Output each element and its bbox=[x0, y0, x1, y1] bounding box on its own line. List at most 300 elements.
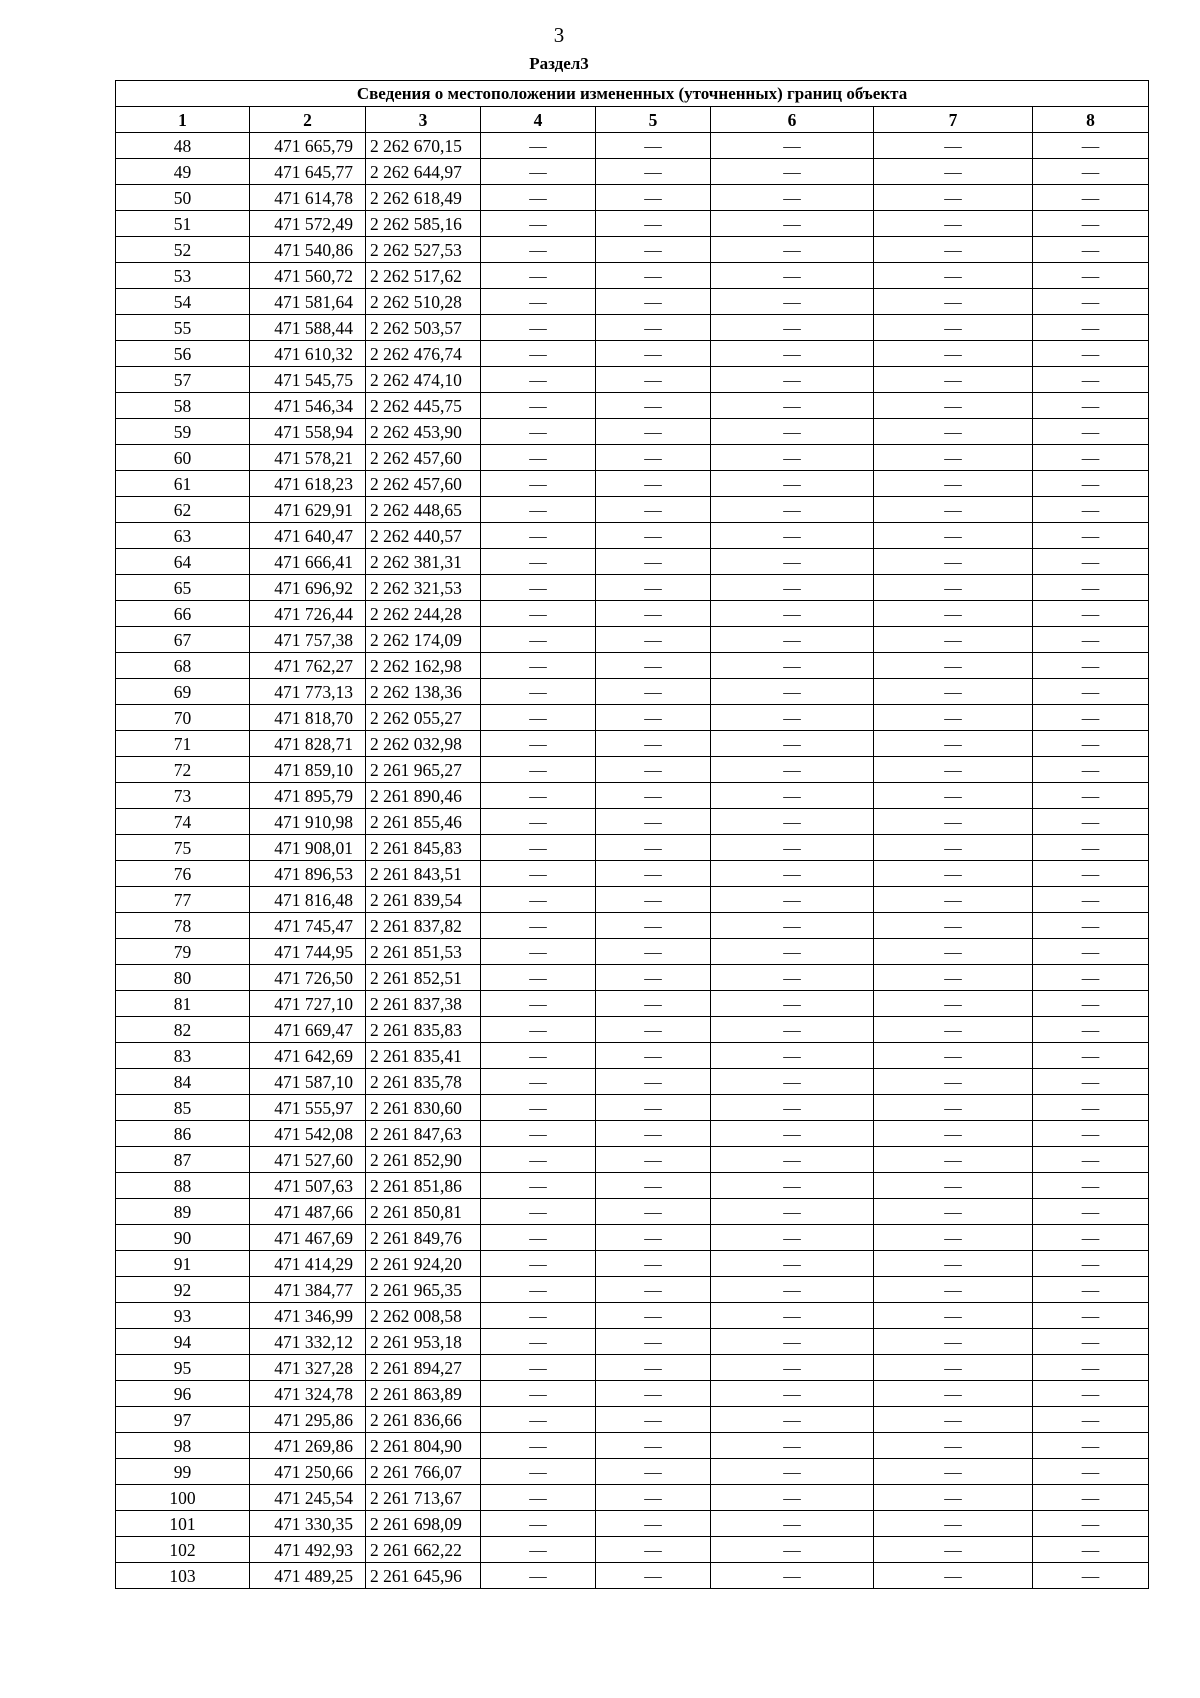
empty-value-cell: — bbox=[596, 965, 711, 991]
y-coordinate-cell: 2 261 830,60 bbox=[366, 1095, 481, 1121]
empty-value-cell: — bbox=[711, 575, 874, 601]
point-number-cell: 73 bbox=[116, 783, 250, 809]
empty-value-cell: — bbox=[596, 1017, 711, 1043]
x-coordinate-cell: 471 618,23 bbox=[250, 471, 366, 497]
table-row bbox=[116, 627, 1149, 653]
empty-value-cell: — bbox=[596, 939, 711, 965]
empty-value-cell: — bbox=[596, 757, 711, 783]
empty-value-cell: — bbox=[481, 705, 596, 731]
table-row bbox=[116, 1277, 1149, 1303]
table-row bbox=[116, 1381, 1149, 1407]
empty-value-cell: — bbox=[1033, 419, 1149, 445]
x-coordinate-cell: 471 250,66 bbox=[250, 1459, 366, 1485]
empty-value-cell: — bbox=[596, 887, 711, 913]
empty-value-cell: — bbox=[481, 1407, 596, 1433]
empty-value-cell: — bbox=[874, 1381, 1033, 1407]
point-number-cell: 71 bbox=[116, 731, 250, 757]
empty-value-cell: — bbox=[481, 1225, 596, 1251]
empty-value-cell: — bbox=[1033, 575, 1149, 601]
empty-value-cell: — bbox=[711, 731, 874, 757]
point-number-cell: 91 bbox=[116, 1251, 250, 1277]
table-row bbox=[116, 809, 1149, 835]
empty-value-cell: — bbox=[711, 887, 874, 913]
empty-value-cell: — bbox=[481, 185, 596, 211]
point-number-cell: 83 bbox=[116, 1043, 250, 1069]
x-coordinate-cell: 471 346,99 bbox=[250, 1303, 366, 1329]
table-row bbox=[116, 1173, 1149, 1199]
empty-value-cell: — bbox=[481, 1329, 596, 1355]
empty-value-cell: — bbox=[481, 965, 596, 991]
empty-value-cell: — bbox=[596, 1147, 711, 1173]
point-number-cell: 86 bbox=[116, 1121, 250, 1147]
empty-value-cell: — bbox=[874, 757, 1033, 783]
y-coordinate-cell: 2 261 855,46 bbox=[366, 809, 481, 835]
table-row bbox=[116, 1251, 1149, 1277]
x-coordinate-cell: 471 773,13 bbox=[250, 679, 366, 705]
empty-value-cell: — bbox=[481, 159, 596, 185]
empty-value-cell: — bbox=[1033, 315, 1149, 341]
empty-value-cell: — bbox=[481, 471, 596, 497]
table-row bbox=[116, 1407, 1149, 1433]
point-number-cell: 97 bbox=[116, 1407, 250, 1433]
y-coordinate-cell: 2 262 644,97 bbox=[366, 159, 481, 185]
empty-value-cell: — bbox=[874, 1563, 1033, 1589]
x-coordinate-cell: 471 527,60 bbox=[250, 1147, 366, 1173]
empty-value-cell: — bbox=[874, 1147, 1033, 1173]
empty-value-cell: — bbox=[711, 1173, 874, 1199]
empty-value-cell: — bbox=[1033, 1199, 1149, 1225]
empty-value-cell: — bbox=[874, 1433, 1033, 1459]
y-coordinate-cell: 2 261 847,63 bbox=[366, 1121, 481, 1147]
empty-value-cell: — bbox=[481, 1147, 596, 1173]
empty-value-cell: — bbox=[596, 523, 711, 549]
column-number: 8 bbox=[1033, 107, 1149, 133]
y-coordinate-cell: 2 262 670,15 bbox=[366, 133, 481, 159]
point-number-cell: 48 bbox=[116, 133, 250, 159]
point-number-cell: 57 bbox=[116, 367, 250, 393]
y-coordinate-cell: 2 262 453,90 bbox=[366, 419, 481, 445]
empty-value-cell: — bbox=[481, 939, 596, 965]
y-coordinate-cell: 2 262 055,27 bbox=[366, 705, 481, 731]
table-row bbox=[116, 393, 1149, 419]
empty-value-cell: — bbox=[596, 1433, 711, 1459]
x-coordinate-cell: 471 492,93 bbox=[250, 1537, 366, 1563]
empty-value-cell: — bbox=[711, 1121, 874, 1147]
empty-value-cell: — bbox=[1033, 679, 1149, 705]
y-coordinate-cell: 2 262 585,16 bbox=[366, 211, 481, 237]
empty-value-cell: — bbox=[481, 1537, 596, 1563]
point-number-cell: 100 bbox=[116, 1485, 250, 1511]
x-coordinate-cell: 471 757,38 bbox=[250, 627, 366, 653]
y-coordinate-cell: 2 261 851,53 bbox=[366, 939, 481, 965]
y-coordinate-cell: 2 261 836,66 bbox=[366, 1407, 481, 1433]
empty-value-cell: — bbox=[1033, 471, 1149, 497]
y-coordinate-cell: 2 261 894,27 bbox=[366, 1355, 481, 1381]
point-number-cell: 63 bbox=[116, 523, 250, 549]
table-row bbox=[116, 1095, 1149, 1121]
table-row bbox=[116, 861, 1149, 887]
empty-value-cell: — bbox=[481, 991, 596, 1017]
section-title: Раздел3 bbox=[529, 54, 589, 73]
table-row bbox=[116, 679, 1149, 705]
empty-value-cell: — bbox=[481, 679, 596, 705]
empty-value-cell: — bbox=[481, 1459, 596, 1485]
y-coordinate-cell: 2 261 845,83 bbox=[366, 835, 481, 861]
empty-value-cell: — bbox=[1033, 211, 1149, 237]
point-number-cell: 54 bbox=[116, 289, 250, 315]
x-coordinate-cell: 471 745,47 bbox=[250, 913, 366, 939]
point-number-cell: 75 bbox=[116, 835, 250, 861]
empty-value-cell: — bbox=[1033, 1017, 1149, 1043]
point-number-cell: 64 bbox=[116, 549, 250, 575]
empty-value-cell: — bbox=[596, 1303, 711, 1329]
table-row bbox=[116, 1329, 1149, 1355]
table-row bbox=[116, 1121, 1149, 1147]
y-coordinate-cell: 2 262 476,74 bbox=[366, 341, 481, 367]
x-coordinate-cell: 471 610,32 bbox=[250, 341, 366, 367]
empty-value-cell: — bbox=[481, 731, 596, 757]
table-caption: Сведения о местоположении измененных (уточненных) границ объекта bbox=[116, 81, 1149, 107]
table-row bbox=[116, 471, 1149, 497]
empty-value-cell: — bbox=[711, 419, 874, 445]
empty-value-cell: — bbox=[1033, 1121, 1149, 1147]
y-coordinate-cell: 2 262 457,60 bbox=[366, 471, 481, 497]
y-coordinate-cell: 2 261 662,22 bbox=[366, 1537, 481, 1563]
empty-value-cell: — bbox=[596, 549, 711, 575]
point-number-cell: 94 bbox=[116, 1329, 250, 1355]
empty-value-cell: — bbox=[596, 783, 711, 809]
column-number: 7 bbox=[874, 107, 1033, 133]
empty-value-cell: — bbox=[874, 1251, 1033, 1277]
empty-value-cell: — bbox=[1033, 1147, 1149, 1173]
y-coordinate-cell: 2 261 851,86 bbox=[366, 1173, 481, 1199]
empty-value-cell: — bbox=[596, 133, 711, 159]
empty-value-cell: — bbox=[481, 887, 596, 913]
y-coordinate-cell: 2 262 510,28 bbox=[366, 289, 481, 315]
empty-value-cell: — bbox=[711, 211, 874, 237]
table-row bbox=[116, 497, 1149, 523]
x-coordinate-cell: 471 828,71 bbox=[250, 731, 366, 757]
empty-value-cell: — bbox=[1033, 627, 1149, 653]
empty-value-cell: — bbox=[1033, 601, 1149, 627]
empty-value-cell: — bbox=[874, 731, 1033, 757]
empty-value-cell: — bbox=[1033, 133, 1149, 159]
x-coordinate-cell: 471 818,70 bbox=[250, 705, 366, 731]
empty-value-cell: — bbox=[711, 1095, 874, 1121]
table-row bbox=[116, 1537, 1149, 1563]
empty-value-cell: — bbox=[481, 575, 596, 601]
x-coordinate-cell: 471 726,44 bbox=[250, 601, 366, 627]
empty-value-cell: — bbox=[874, 1511, 1033, 1537]
empty-value-cell: — bbox=[481, 211, 596, 237]
empty-value-cell: — bbox=[711, 133, 874, 159]
x-coordinate-cell: 471 727,10 bbox=[250, 991, 366, 1017]
empty-value-cell: — bbox=[711, 1303, 874, 1329]
empty-value-cell: — bbox=[1033, 1095, 1149, 1121]
empty-value-cell: — bbox=[481, 1199, 596, 1225]
empty-value-cell: — bbox=[1033, 263, 1149, 289]
x-coordinate-cell: 471 896,53 bbox=[250, 861, 366, 887]
table-row bbox=[116, 1459, 1149, 1485]
table-row bbox=[116, 133, 1149, 159]
table-row bbox=[116, 835, 1149, 861]
empty-value-cell: — bbox=[1033, 1069, 1149, 1095]
empty-value-cell: — bbox=[711, 1355, 874, 1381]
y-coordinate-cell: 2 261 835,83 bbox=[366, 1017, 481, 1043]
empty-value-cell: — bbox=[874, 367, 1033, 393]
empty-value-cell: — bbox=[596, 1459, 711, 1485]
x-coordinate-cell: 471 487,66 bbox=[250, 1199, 366, 1225]
empty-value-cell: — bbox=[596, 1199, 711, 1225]
empty-value-cell: — bbox=[874, 1277, 1033, 1303]
empty-value-cell: — bbox=[711, 1069, 874, 1095]
empty-value-cell: — bbox=[711, 939, 874, 965]
table-row bbox=[116, 1303, 1149, 1329]
empty-value-cell: — bbox=[596, 1069, 711, 1095]
y-coordinate-cell: 2 262 440,57 bbox=[366, 523, 481, 549]
empty-value-cell: — bbox=[481, 1017, 596, 1043]
empty-value-cell: — bbox=[874, 913, 1033, 939]
empty-value-cell: — bbox=[1033, 1043, 1149, 1069]
empty-value-cell: — bbox=[1033, 445, 1149, 471]
y-coordinate-cell: 2 261 890,46 bbox=[366, 783, 481, 809]
x-coordinate-cell: 471 414,29 bbox=[250, 1251, 366, 1277]
table-row bbox=[116, 549, 1149, 575]
y-coordinate-cell: 2 261 645,96 bbox=[366, 1563, 481, 1589]
empty-value-cell: — bbox=[481, 601, 596, 627]
y-coordinate-cell: 2 262 445,75 bbox=[366, 393, 481, 419]
empty-value-cell: — bbox=[596, 627, 711, 653]
empty-value-cell: — bbox=[874, 159, 1033, 185]
point-number-cell: 76 bbox=[116, 861, 250, 887]
x-coordinate-cell: 471 640,47 bbox=[250, 523, 366, 549]
empty-value-cell: — bbox=[711, 471, 874, 497]
empty-value-cell: — bbox=[874, 341, 1033, 367]
empty-value-cell: — bbox=[596, 809, 711, 835]
x-coordinate-cell: 471 295,86 bbox=[250, 1407, 366, 1433]
y-coordinate-cell: 2 262 527,53 bbox=[366, 237, 481, 263]
point-number-cell: 66 bbox=[116, 601, 250, 627]
point-number-cell: 58 bbox=[116, 393, 250, 419]
empty-value-cell: — bbox=[1033, 393, 1149, 419]
empty-value-cell: — bbox=[874, 523, 1033, 549]
empty-value-cell: — bbox=[874, 1303, 1033, 1329]
empty-value-cell: — bbox=[1033, 1537, 1149, 1563]
empty-value-cell: — bbox=[1033, 289, 1149, 315]
empty-value-cell: — bbox=[596, 575, 711, 601]
empty-value-cell: — bbox=[596, 1225, 711, 1251]
x-coordinate-cell: 471 545,75 bbox=[250, 367, 366, 393]
point-number-cell: 69 bbox=[116, 679, 250, 705]
empty-value-cell: — bbox=[874, 1407, 1033, 1433]
empty-value-cell: — bbox=[711, 679, 874, 705]
y-coordinate-cell: 2 261 713,67 bbox=[366, 1485, 481, 1511]
x-coordinate-cell: 471 744,95 bbox=[250, 939, 366, 965]
y-coordinate-cell: 2 261 839,54 bbox=[366, 887, 481, 913]
empty-value-cell: — bbox=[596, 913, 711, 939]
x-coordinate-cell: 471 324,78 bbox=[250, 1381, 366, 1407]
empty-value-cell: — bbox=[596, 861, 711, 887]
y-coordinate-cell: 2 261 849,76 bbox=[366, 1225, 481, 1251]
empty-value-cell: — bbox=[481, 1121, 596, 1147]
empty-value-cell: — bbox=[1033, 1407, 1149, 1433]
point-number-cell: 95 bbox=[116, 1355, 250, 1381]
table-row bbox=[116, 289, 1149, 315]
empty-value-cell: — bbox=[596, 1407, 711, 1433]
empty-value-cell: — bbox=[874, 289, 1033, 315]
empty-value-cell: — bbox=[874, 1355, 1033, 1381]
point-number-cell: 99 bbox=[116, 1459, 250, 1485]
table-row bbox=[116, 1511, 1149, 1537]
empty-value-cell: — bbox=[874, 861, 1033, 887]
x-coordinate-cell: 471 614,78 bbox=[250, 185, 366, 211]
empty-value-cell: — bbox=[481, 653, 596, 679]
y-coordinate-cell: 2 262 457,60 bbox=[366, 445, 481, 471]
empty-value-cell: — bbox=[1033, 939, 1149, 965]
empty-value-cell: — bbox=[481, 1485, 596, 1511]
table-row bbox=[116, 211, 1149, 237]
empty-value-cell: — bbox=[481, 549, 596, 575]
empty-value-cell: — bbox=[874, 679, 1033, 705]
empty-value-cell: — bbox=[711, 809, 874, 835]
x-coordinate-cell: 471 558,94 bbox=[250, 419, 366, 445]
point-number-cell: 87 bbox=[116, 1147, 250, 1173]
empty-value-cell: — bbox=[481, 809, 596, 835]
point-number-cell: 49 bbox=[116, 159, 250, 185]
table-row bbox=[116, 1147, 1149, 1173]
point-number-cell: 72 bbox=[116, 757, 250, 783]
empty-value-cell: — bbox=[481, 315, 596, 341]
empty-value-cell: — bbox=[874, 1121, 1033, 1147]
empty-value-cell: — bbox=[1033, 1329, 1149, 1355]
column-number: 4 bbox=[481, 107, 596, 133]
empty-value-cell: — bbox=[711, 1537, 874, 1563]
empty-value-cell: — bbox=[711, 367, 874, 393]
table-row bbox=[116, 159, 1149, 185]
empty-value-cell: — bbox=[711, 1329, 874, 1355]
x-coordinate-cell: 471 489,25 bbox=[250, 1563, 366, 1589]
empty-value-cell: — bbox=[1033, 887, 1149, 913]
empty-value-cell: — bbox=[596, 1095, 711, 1121]
empty-value-cell: — bbox=[711, 1043, 874, 1069]
empty-value-cell: — bbox=[481, 133, 596, 159]
table-row bbox=[116, 731, 1149, 757]
empty-value-cell: — bbox=[874, 1329, 1033, 1355]
table-row bbox=[116, 1485, 1149, 1511]
point-number-cell: 53 bbox=[116, 263, 250, 289]
point-number-cell: 81 bbox=[116, 991, 250, 1017]
x-coordinate-cell: 471 669,47 bbox=[250, 1017, 366, 1043]
x-coordinate-cell: 471 330,35 bbox=[250, 1511, 366, 1537]
empty-value-cell: — bbox=[596, 601, 711, 627]
empty-value-cell: — bbox=[596, 1563, 711, 1589]
empty-value-cell: — bbox=[1033, 1459, 1149, 1485]
table-row bbox=[116, 341, 1149, 367]
empty-value-cell: — bbox=[481, 497, 596, 523]
empty-value-cell: — bbox=[1033, 497, 1149, 523]
empty-value-cell: — bbox=[596, 315, 711, 341]
table-row bbox=[116, 1199, 1149, 1225]
empty-value-cell: — bbox=[596, 1485, 711, 1511]
x-coordinate-cell: 471 629,91 bbox=[250, 497, 366, 523]
empty-value-cell: — bbox=[481, 341, 596, 367]
empty-value-cell: — bbox=[1033, 159, 1149, 185]
empty-value-cell: — bbox=[596, 393, 711, 419]
empty-value-cell: — bbox=[596, 1121, 711, 1147]
x-coordinate-cell: 471 910,98 bbox=[250, 809, 366, 835]
point-number-cell: 78 bbox=[116, 913, 250, 939]
table-row bbox=[116, 419, 1149, 445]
empty-value-cell: — bbox=[711, 497, 874, 523]
empty-value-cell: — bbox=[711, 835, 874, 861]
empty-value-cell: — bbox=[711, 705, 874, 731]
empty-value-cell: — bbox=[711, 1147, 874, 1173]
empty-value-cell: — bbox=[481, 1095, 596, 1121]
table-row bbox=[116, 1069, 1149, 1095]
empty-value-cell: — bbox=[874, 549, 1033, 575]
table-row bbox=[116, 575, 1149, 601]
empty-value-cell: — bbox=[1033, 1381, 1149, 1407]
empty-value-cell: — bbox=[874, 445, 1033, 471]
y-coordinate-cell: 2 261 965,27 bbox=[366, 757, 481, 783]
point-number-cell: 103 bbox=[116, 1563, 250, 1589]
empty-value-cell: — bbox=[874, 1537, 1033, 1563]
y-coordinate-cell: 2 262 032,98 bbox=[366, 731, 481, 757]
empty-value-cell: — bbox=[596, 289, 711, 315]
point-number-cell: 80 bbox=[116, 965, 250, 991]
empty-value-cell: — bbox=[711, 627, 874, 653]
table-row bbox=[116, 237, 1149, 263]
empty-value-cell: — bbox=[481, 1303, 596, 1329]
y-coordinate-cell: 2 261 804,90 bbox=[366, 1433, 481, 1459]
empty-value-cell: — bbox=[596, 497, 711, 523]
empty-value-cell: — bbox=[874, 835, 1033, 861]
point-number-cell: 98 bbox=[116, 1433, 250, 1459]
empty-value-cell: — bbox=[874, 237, 1033, 263]
table-row bbox=[116, 1563, 1149, 1589]
empty-value-cell: — bbox=[481, 1069, 596, 1095]
point-number-cell: 74 bbox=[116, 809, 250, 835]
x-coordinate-cell: 471 859,10 bbox=[250, 757, 366, 783]
empty-value-cell: — bbox=[874, 939, 1033, 965]
empty-value-cell: — bbox=[711, 1277, 874, 1303]
empty-value-cell: — bbox=[874, 575, 1033, 601]
point-number-cell: 92 bbox=[116, 1277, 250, 1303]
point-number-cell: 68 bbox=[116, 653, 250, 679]
x-coordinate-cell: 471 560,72 bbox=[250, 263, 366, 289]
y-coordinate-cell: 2 261 837,82 bbox=[366, 913, 481, 939]
empty-value-cell: — bbox=[481, 835, 596, 861]
empty-value-cell: — bbox=[711, 1225, 874, 1251]
empty-value-cell: — bbox=[481, 757, 596, 783]
table-row bbox=[116, 653, 1149, 679]
empty-value-cell: — bbox=[596, 419, 711, 445]
point-number-cell: 85 bbox=[116, 1095, 250, 1121]
empty-value-cell: — bbox=[874, 471, 1033, 497]
empty-value-cell: — bbox=[1033, 705, 1149, 731]
boundary-coordinates-table bbox=[115, 80, 1149, 1589]
page-number: 3 bbox=[553, 23, 565, 47]
empty-value-cell: — bbox=[596, 367, 711, 393]
empty-value-cell: — bbox=[1033, 1173, 1149, 1199]
empty-value-cell: — bbox=[874, 185, 1033, 211]
table-row bbox=[116, 965, 1149, 991]
point-number-cell: 88 bbox=[116, 1173, 250, 1199]
table-row bbox=[116, 523, 1149, 549]
empty-value-cell: — bbox=[1033, 341, 1149, 367]
empty-value-cell: — bbox=[711, 523, 874, 549]
empty-value-cell: — bbox=[596, 835, 711, 861]
